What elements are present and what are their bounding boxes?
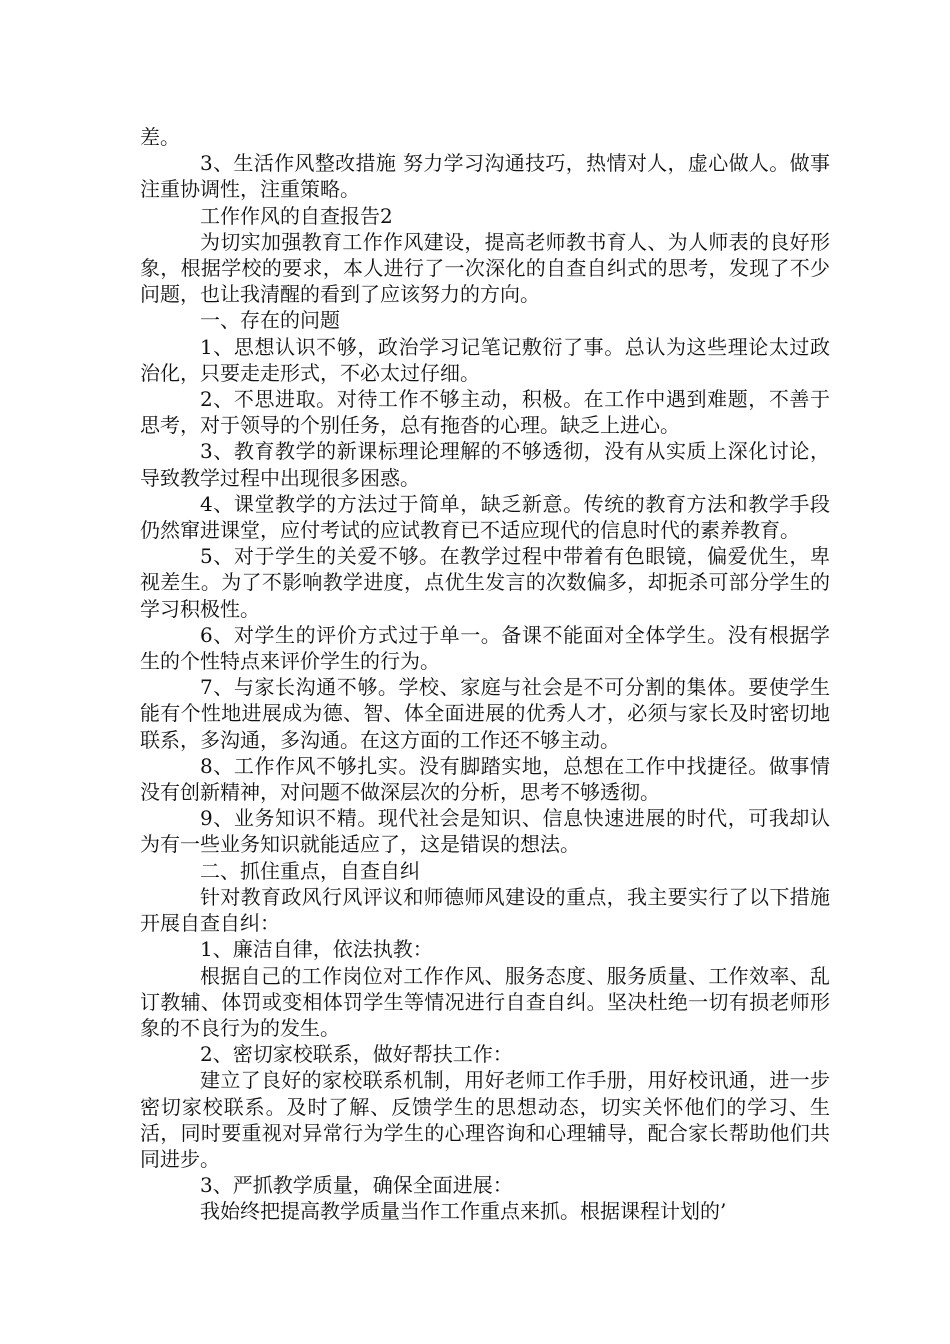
paragraph: 8、工作作风不够扎实。没有脚踏实地，总想在工作中找捷径。做事情没有创新精神，对问题不做深层次的分析，思考不够透彻。 [140, 753, 830, 805]
paragraph: 根据自己的工作岗位对工作作风、服务态度、服务质量、工作效率、乱订教辅、体罚或变相体罚学生等情况进行自查自纠。坚决杜绝一切有损老师形象的不良行为的发生。 [140, 963, 830, 1040]
paragraph: 6、对学生的评价方式过于单一。备课不能面对全体学生。没有根据学生的个性特点来评价学生的行为。 [140, 622, 830, 674]
paragraph: 9、业务知识不精。现代社会是知识、信息快速进展的时代，可我却认为有一些业务知识就能适应了，这是错误的想法。 [140, 806, 830, 857]
paragraph: 4、课堂教学的方法过于简单，缺乏新意。传统的教育方法和教学手段仍然窜进课堂，应付考试的应试教育已不适应现代的信息时代的素养教育。 [140, 491, 830, 543]
paragraph: 7、与家长沟通不够。学校、家庭与社会是不可分割的集体。要使学生能有个性地进展成为德、智、体全面进展的优秀人才，必须与家长及时密切地联系，多沟通，多沟通。在这方面的工作还不够主动。 [140, 675, 830, 752]
paragraph: 建立了良好的家校联系机制，用好老师工作手册，用好校讯通，进一步密切家校联系。及时了解、反馈学生的思想动态，切实关怀他们的学习、生活，同时要重视对异常行为学生的心理咨询和心理辅导，配合家长帮助他们共同进步。 [140, 1068, 830, 1171]
paragraph: 为切实加强教育工作作风建设，提高老师教书育人、为人师表的良好形象，根据学校的要求，本人进行了一次深化的自查自纠式的思考，发现了不少问题，也让我清醒的看到了应该努力的方向。 [140, 229, 830, 307]
section-heading: 一、存在的问题 [200, 308, 340, 333]
paragraph: 我始终把提高教学质量当作工作重点来抓。根据课程计划的’ [200, 1199, 727, 1224]
document-page [140, 124, 830, 1225]
subheading: 1、廉洁自律，依法执教： [200, 937, 433, 962]
subheading: 3、严抓教学质量，确保全面进展： [200, 1173, 513, 1198]
paragraph: 针对教育政风行风评议和师德师风建设的重点，我主要实行了以下措施开展自查自纠： [140, 884, 830, 936]
section-title: 工作作风的自查报告2 [200, 203, 393, 228]
paragraph: 5、对于学生的关爱不够。在教学过程中带着有色眼镜，偏爱优生，卑视差生。为了不影响教学进度，点优生发言的次数偏多，却扼杀可部分学生的学习积极性。 [140, 544, 830, 621]
paragraph: 差。 [140, 125, 180, 149]
section-heading: 二、抓住重点，自查自纠 [200, 858, 420, 883]
paragraph: 1、思想认识不够，政治学习记笔记敷衍了事。总认为这些理论太过政治化，只要走走形式，不必太过仔细。 [140, 334, 830, 385]
paragraph: 2、不思进取。对待工作不够主动，积极。在工作中遇到难题，不善于思考，对于领导的个别任务，总有拖沓的心理。缺乏上进心。 [140, 387, 830, 438]
paragraph: 3、生活作风整改措施 努力学习沟通技巧，热情对人，虚心做人。做事注重协调性，注重策略。 [140, 151, 830, 202]
subheading: 2、密切家校联系，做好帮扶工作： [200, 1042, 513, 1067]
paragraph: 3、教育教学的新课标理论理解的不够透彻，没有从实质上深化讨论，导致教学过程中出现很多困惑。 [140, 439, 830, 490]
